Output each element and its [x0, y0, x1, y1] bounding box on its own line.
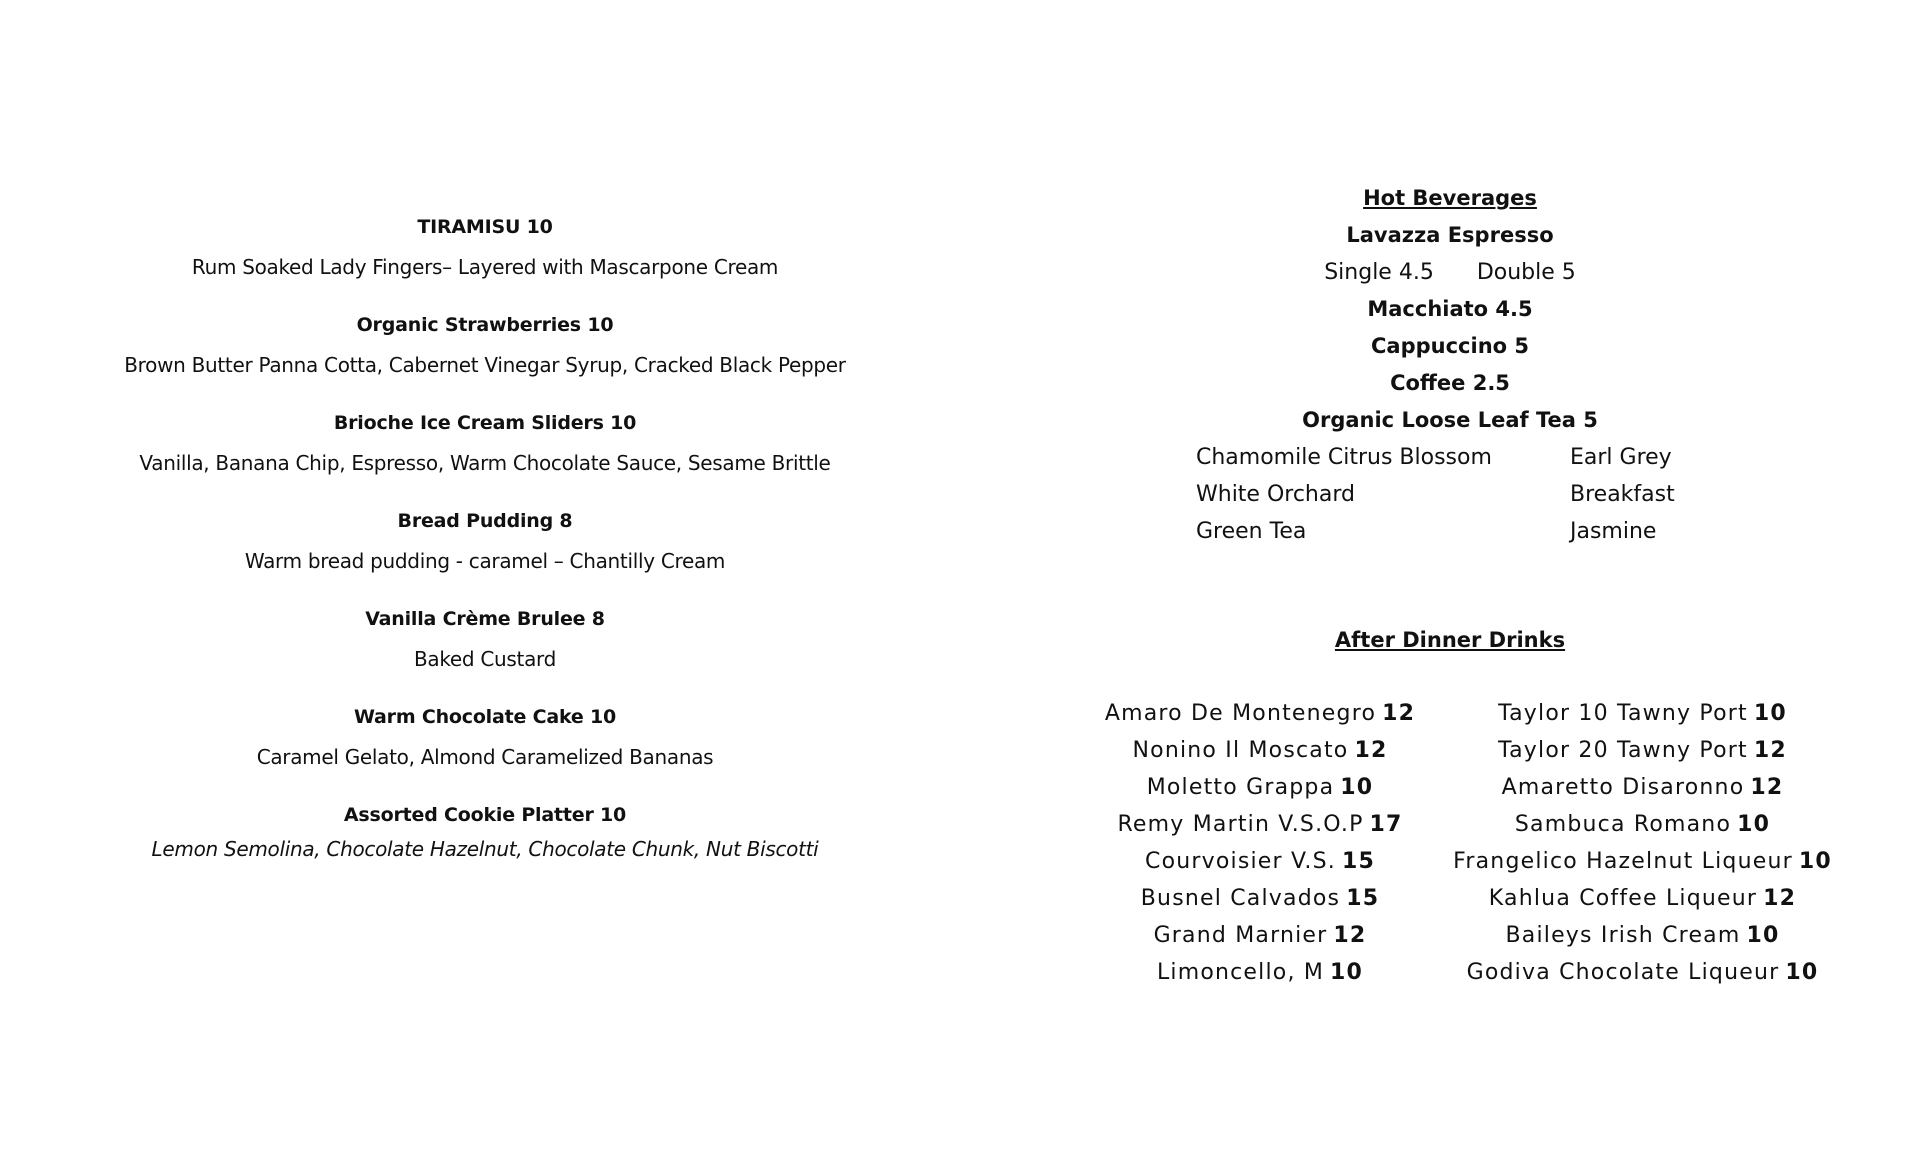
dessert-description: Warm bread pudding - caramel – Chantilly Cream	[244, 549, 726, 573]
drink-name: Kahlua Coffee Liqueur	[1488, 886, 1758, 911]
dessert-name: Bread Pudding 8	[397, 510, 573, 532]
drink-price: 10	[1330, 960, 1364, 985]
drink-item	[1090, 806, 1430, 843]
dessert-description: Baked Custard	[413, 647, 557, 671]
tea-item: Chamomile Citrus Blossom	[1196, 445, 1492, 470]
drink-item	[1090, 880, 1430, 917]
drink-price: 10	[1753, 701, 1787, 726]
drink-name: Grand Marnier	[1153, 923, 1328, 948]
dessert-item-creme-brulee	[85, 600, 885, 698]
drink-name: Frangelico Hazelnut Liqueur	[1453, 849, 1793, 874]
drink-item	[1090, 917, 1430, 954]
dessert-item-bread-pudding	[85, 502, 885, 600]
tea-item: Breakfast	[1570, 482, 1675, 507]
drink-price: 10	[1798, 849, 1832, 874]
drink-item	[1435, 954, 1850, 991]
dessert-name: Organic Strawberries 10	[356, 314, 614, 336]
dessert-name: TIRAMISU 10	[417, 216, 553, 238]
dessert-description: Caramel Gelato, Almond Caramelized Bananas	[256, 745, 714, 769]
drinks-column-right	[1435, 695, 1850, 991]
drink-name: Sambuca Romano	[1514, 812, 1732, 837]
drink-price: 12	[1382, 701, 1416, 726]
drink-price: 10	[1340, 775, 1374, 800]
tea-row	[1150, 513, 1750, 550]
tea-item: White Orchard	[1196, 482, 1355, 507]
tea-row	[1150, 476, 1750, 513]
drink-item	[1090, 843, 1430, 880]
drink-name: Courvoisier V.S.	[1145, 849, 1336, 874]
after-dinner-title: After Dinner Drinks	[1334, 628, 1566, 652]
drink-price: 10	[1785, 960, 1819, 985]
dessert-description: Vanilla, Banana Chip, Espresso, Warm Chocolate Sauce, Sesame Brittle	[139, 451, 831, 475]
drink-price: 12	[1354, 738, 1388, 763]
drink-name: Taylor 20 Tawny Port	[1498, 738, 1748, 763]
drink-price: 12	[1763, 886, 1797, 911]
drink-price: 15	[1346, 886, 1380, 911]
cappuccino-item: Cappuccino 5	[1371, 334, 1529, 358]
drink-price: 10	[1737, 812, 1771, 837]
dessert-item-brioche-sliders	[85, 404, 885, 502]
dessert-description: Lemon Semolina, Chocolate Hazelnut, Chocolate Chunk, Nut Biscotti	[151, 837, 819, 861]
dessert-name: Brioche Ice Cream Sliders 10	[333, 412, 637, 434]
tea-item: Earl Grey	[1570, 445, 1672, 470]
espresso-heading: Lavazza Espresso	[1346, 223, 1554, 247]
macchiato-item: Macchiato 4.5	[1367, 297, 1533, 321]
drink-name: Taylor 10 Tawny Port	[1498, 701, 1748, 726]
drink-price: 17	[1369, 812, 1403, 837]
drink-item	[1435, 769, 1850, 806]
dessert-item-chocolate-cake	[85, 698, 885, 796]
drink-item	[1090, 954, 1430, 991]
drink-item	[1435, 917, 1850, 954]
drink-name: Godiva Chocolate Liqueur	[1466, 960, 1780, 985]
drinks-column-left	[1090, 695, 1430, 991]
drink-price: 12	[1750, 775, 1784, 800]
drink-price: 12	[1333, 923, 1367, 948]
espresso-single-price: Single 4.5	[1324, 260, 1434, 285]
drink-price: 15	[1341, 849, 1375, 874]
drink-name: Limoncello, M	[1156, 960, 1325, 985]
tea-heading: Organic Loose Leaf Tea 5	[1302, 408, 1598, 432]
drink-name: Baileys Irish Cream	[1505, 923, 1741, 948]
drink-item	[1090, 732, 1430, 769]
drink-item	[1435, 880, 1850, 917]
hot-beverages-section	[1150, 180, 1750, 551]
drink-name: Busnel Calvados	[1140, 886, 1341, 911]
espresso-sizes	[1150, 254, 1750, 291]
drink-item	[1090, 695, 1430, 732]
drink-price: 12	[1753, 738, 1787, 763]
drink-name: Moletto Grappa	[1146, 775, 1335, 800]
dessert-description: Brown Butter Panna Cotta, Cabernet Vinegar Syrup, Cracked Black Pepper	[124, 353, 846, 377]
tea-item: Green Tea	[1196, 519, 1307, 544]
drink-item	[1435, 806, 1850, 843]
drink-item	[1090, 769, 1430, 806]
hot-beverages-title: Hot Beverages	[1363, 186, 1537, 210]
dessert-name: Warm Chocolate Cake 10	[353, 706, 617, 728]
drink-item	[1435, 695, 1850, 732]
after-dinner-drinks-list	[1090, 695, 1850, 995]
tea-row	[1150, 439, 1750, 476]
drink-name: Amaretto Disaronno	[1501, 775, 1745, 800]
coffee-item: Coffee 2.5	[1390, 371, 1510, 395]
dessert-name: Assorted Cookie Platter 10	[343, 804, 627, 826]
dessert-name: Vanilla Crème Brulee 8	[365, 608, 605, 630]
dessert-description: Rum Soaked Lady Fingers– Layered with Mascarpone Cream	[191, 255, 779, 279]
dessert-item-strawberries	[85, 306, 885, 404]
tea-item: Jasmine	[1570, 519, 1657, 544]
drink-name: Amaro De Montenegro	[1104, 701, 1377, 726]
espresso-double-price: Double 5	[1476, 260, 1576, 285]
drink-name: Remy Martin V.S.O.P	[1117, 812, 1364, 837]
drink-name: Nonino Il Moscato	[1132, 738, 1349, 763]
drink-item	[1435, 732, 1850, 769]
dessert-item-tiramisu	[85, 208, 885, 306]
drink-item	[1435, 843, 1850, 880]
after-dinner-section	[1150, 622, 1750, 659]
tea-list	[1150, 439, 1750, 551]
drink-price: 10	[1746, 923, 1780, 948]
dessert-menu	[85, 208, 885, 876]
dessert-item-cookie-platter	[85, 796, 885, 876]
